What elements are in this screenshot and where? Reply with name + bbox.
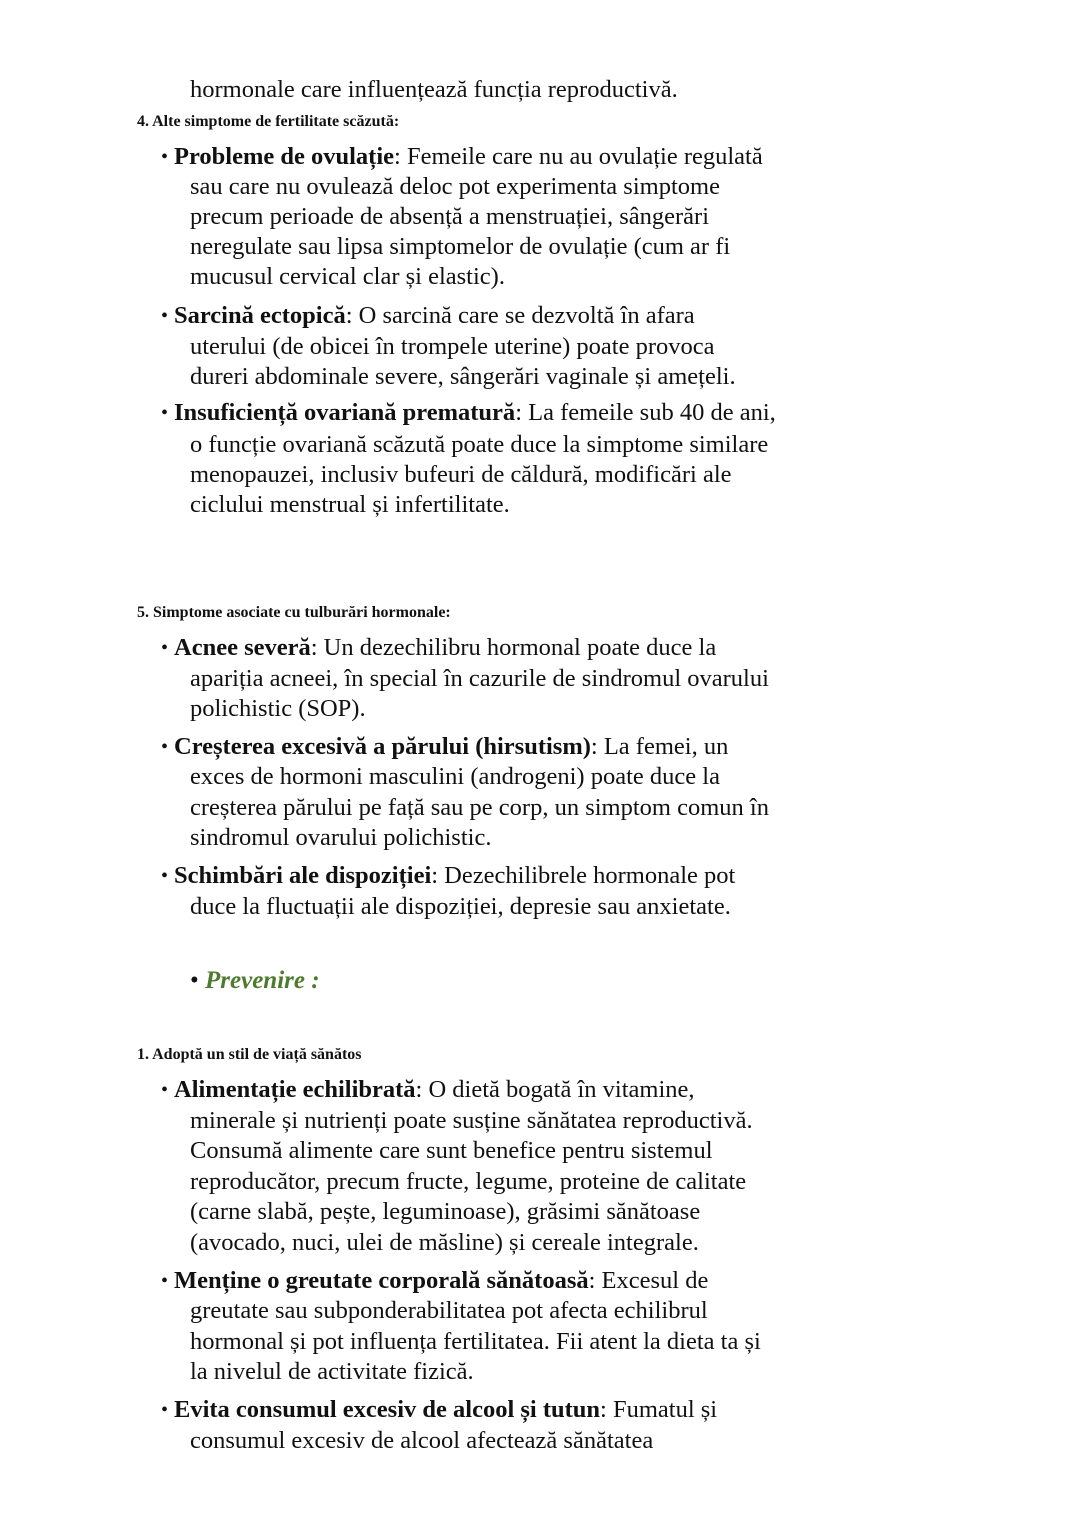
list-item-text: : Femeile care nu au ovulație regulată [394,143,763,170]
intro-line: hormonale care influențează funcția reproductivă. [190,76,678,103]
section-heading: 4. Alte simptome de fertilitate scăzută: [137,113,400,130]
list-item-first-line [174,633,716,663]
list-item-line: apariția acneei, în special în cazurile de sindromul ovarului [190,665,769,692]
bullet-icon: • [161,305,169,327]
bullet-icon: • [161,146,169,168]
bullet-icon: • [161,1079,169,1101]
list-item-line: sau care nu ovulează deloc pot experimenta simptome [190,173,720,200]
list-item-line: la nivelul de activitate fizică. [190,1358,474,1385]
list-item-line: neregulate sau lipsa simptomelor de ovulație (cum ar fi [190,233,731,260]
list-item-text: : La femeile sub 40 de ani, [515,399,776,426]
bullet-icon: • [161,736,169,758]
prevention-label: Prevenire : [205,967,320,994]
list-item-line: minerale și nutrienți poate susține sănătatea reproductivă. [190,1107,753,1134]
list-item-line: sindromul ovarului polichistic. [190,824,492,851]
list-item-line: reproducător, precum fructe, legume, proteine de calitate [190,1168,747,1195]
section-heading: 1. Adoptă un stil de viață sănătos [137,1046,362,1063]
list-item-first-line [174,732,728,762]
list-item-text: : Fumatul și [600,1396,718,1423]
list-item-text: : O sarcină care se dezvoltă în afara [345,302,695,329]
bullet-icon: • [161,402,169,424]
list-item-text: : Excesul de [588,1267,709,1294]
list-item-term: Menține o greutate corporală sănătoasă [174,1267,589,1294]
bullet-icon: • [161,865,169,887]
list-item-term: Probleme de ovulație [174,143,395,170]
list-item-line: ciclului menstrual și infertilitate. [190,491,510,518]
prevention-heading [190,967,320,995]
list-item-first-line [174,1075,695,1105]
list-item-line: duce la fluctuații ale dispoziției, depresie sau anxietate. [190,893,731,920]
list-item-text: : O dietă bogată în vitamine, [415,1076,695,1103]
list-item-line: precum perioade de absență a menstruației, sângerări [190,203,710,230]
bullet-icon: • [161,637,169,659]
list-item-line: menopauzei, inclusiv bufeuri de căldură, modificări ale [190,461,732,488]
list-item-line: polichistic (SOP). [190,695,366,722]
list-item-line: o funcție ovariană scăzută poate duce la simptome similare [190,431,769,458]
section-heading: 5. Simptome asociate cu tulburări hormonale: [137,604,451,621]
list-item-text: : Dezechilibrele hormonale pot [431,862,736,889]
list-item-first-line [174,861,735,891]
list-item-term: Evita consumul excesiv de alcool și tutun [174,1396,601,1423]
list-item-term: Schimbări ale dispoziției [174,862,432,889]
list-item-first-line [174,1266,708,1296]
list-item-line: dureri abdominale severe, sângerări vaginale și amețeli. [190,363,736,390]
list-item-line: (avocado, nuci, ulei de măsline) și cereale integrale. [190,1229,699,1256]
list-item-line: mucusul cervical clar și elastic). [190,263,505,290]
list-item-line: Consumă alimente care sunt benefice pentru sistemul [190,1137,713,1164]
list-item-line: creșterea părului pe față sau pe corp, un simptom comun în [190,794,769,821]
list-item-first-line [174,301,695,331]
list-item-term: Insuficiență ovariană prematură [174,399,516,426]
bullet-icon: • [161,1270,169,1292]
list-item-term: Creșterea excesivă a părului (hirsutism) [174,733,591,760]
list-item-first-line [174,398,776,428]
list-item-line: hormonal și pot influența fertilitatea. Fii atent la dieta ta și [190,1328,761,1355]
list-item-term: Sarcină ectopică [174,302,346,329]
list-item-line: uterului (de obicei în trompele uterine) poate provoca [190,333,715,360]
list-item-text: : Un dezechilibru hormonal poate duce la [310,634,717,661]
list-item-text: : La femei, un [590,733,729,760]
list-item-line: consumul excesiv de alcool afectează sănătatea [190,1427,654,1454]
bullet-icon: • [161,1399,169,1421]
list-item-first-line [174,142,763,172]
list-item-line: exces de hormoni masculini (androgeni) poate duce la [190,763,720,790]
list-item-term: Acnee severă [174,634,311,661]
list-item-term: Alimentație echilibrată [174,1076,416,1103]
list-item-line: greutate sau subponderabilitatea pot afecta echilibrul [190,1297,708,1324]
list-item-first-line [174,1395,717,1425]
bullet-icon: • [190,967,199,994]
list-item-line: (carne slabă, pește, leguminoase), grăsimi sănătoase [190,1198,701,1225]
